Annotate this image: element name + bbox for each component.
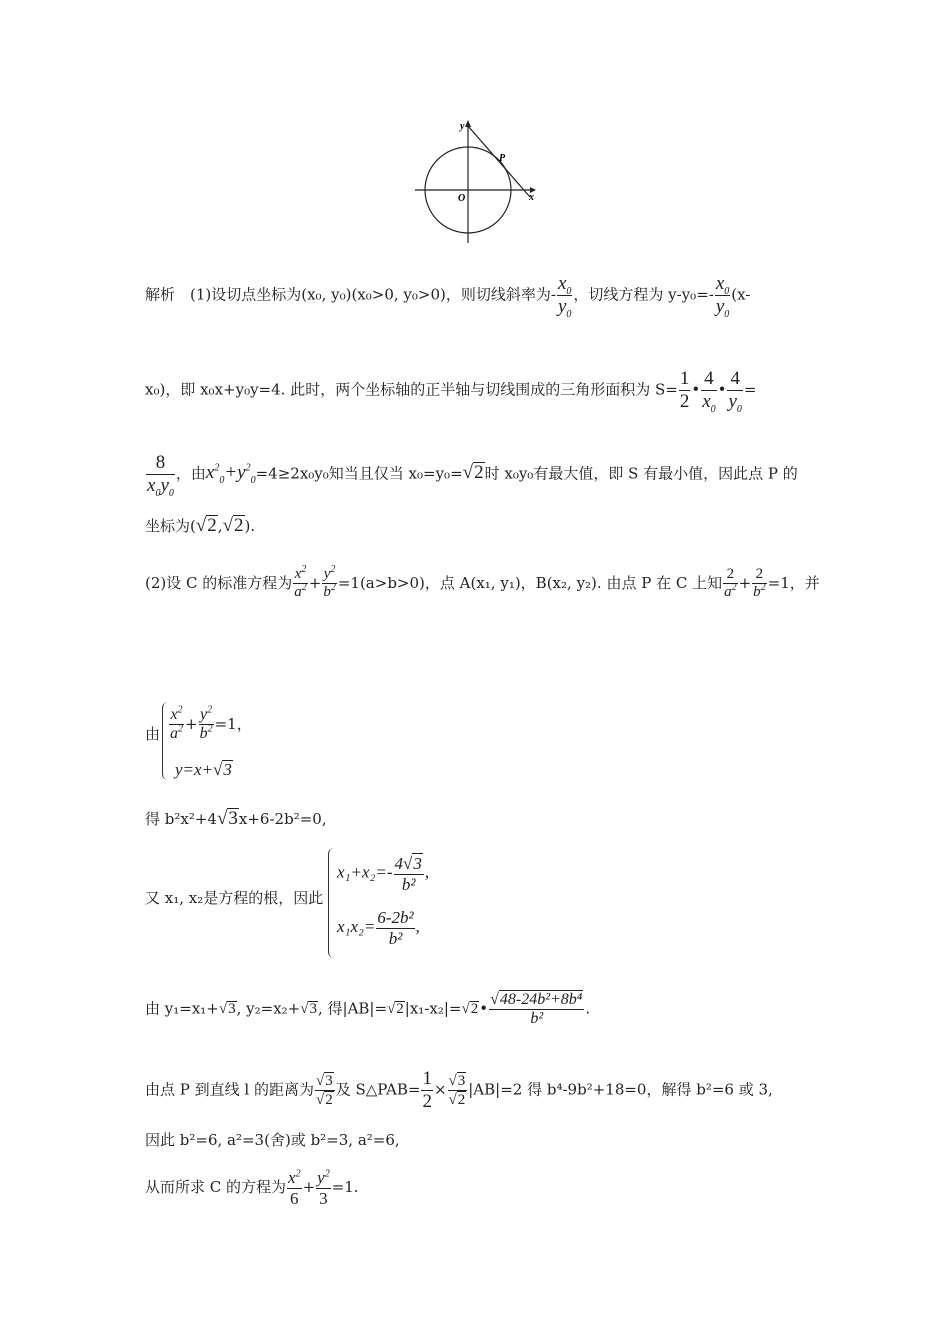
distance-line: 由点 P 到直线 l 的距离为 $\frac{√3}{√2}$ 及 S△PAB= $\frac{1}{2}$ × $\frac{√3}{√2}$ |AB|=2 得 b⁴-9b²+18=0，解得 b²=6 或 3, [145,1068,773,1112]
p1-line4: 坐标为(√2,√2). [145,515,256,536]
ab-line: 由 y₁=x₁+√3, y₂=x₂+√3, 得|AB|=√2|x₁-x₂|=√2• $\frac{\text{√48-24b²+8b⁴}}{\text{b²}}$ . [145,991,591,1028]
p-on-c-x: $\frac{2}{a^2}$ [724,566,737,601]
p1-l1-text-b: ，切线方程为 y-y₀=- [573,285,714,304]
system-1-eq1: $\frac{x^2}{a^2}$ + $\frac{y^2}{b^2}$ =1， [170,704,252,743]
label-o: O [458,193,466,204]
half-fraction: $\frac{1}{2}$ [679,368,690,412]
roots-label: 又 x₁, x₂是方程的根，因此 [145,889,324,907]
final-line: 从而所求 C 的方程为 $\frac{x^2}{6}$ + $\frac{y^2}{3}$ =1. [145,1168,359,1208]
p1-line3: $\frac{8}{x_0y_0}$ ，由$x^2_0+y^2_0=4\ge 2x_0y_0$知当且仅当 x₀=y₀=√2时 x₀y₀有最大值，即 S 有最小值，因此点 P 的 [147,452,798,499]
p1-line2: x₀)，即 x₀x+y₀y=4. 此时，两个坐标轴的正半轴与切线围成的三角形面积为 S= $\frac{1}{2}$ • $\frac{4}{x_0}$ • $\frac{4}{y_0}$ = [145,368,757,415]
system-1-label: 由 [145,725,161,743]
eight-fraction: $\frac{8}{x_0y_0}$ [147,452,174,499]
four-over-x0: $\frac{4}{x_0}$ [702,368,716,415]
system-2-brace [328,848,335,958]
p-on-c-y: $\frac{2}{b^2}$ [753,566,766,601]
label-p: P [499,153,506,164]
tangent-fraction: $\frac{x_0}{y_0}$ [715,273,730,320]
sum-squares: $x^2_0+y^2_0$ [205,462,256,487]
circle-tangent-figure [405,115,545,250]
label-y: y [460,121,465,132]
system-2-eq1: x₁+x₂=- $\frac{4√3}{\text{b²}}$ , [337,854,430,894]
p2-line1: (2)设 C 的标准方程为 $\frac{x^2}{a^2}$ + $\frac{y^2}{b^2}$ =1(a>b>0)，点 A(x₁, y₁)，B(x₂, y₂). 由点 P 在 C 上知 $\frac{2}{a^2}$ + $\frac{2}{b^2}$ =1，并 [145,564,820,601]
y-arrow [465,120,471,127]
system-2-eq2: x₁x₂= $\frac{\text{6-2b²}}{\text{b²}}$ , [337,908,420,948]
p1-l1-text-a: 解析 (1)设切点坐标为(x₀, y₀)(x₀>0, y₀>0)，则切线斜率为- [145,285,556,304]
system-1-eq2: y=x+√3 [175,760,232,779]
ellipse-x-term: $\frac{x^2}{a^2}$ [294,564,307,601]
p1-line1 [145,273,750,318]
p1-l2-text: x₀)，即 x₀x+y₀y=4. 此时，两个坐标轴的正半轴与切线围成的三角形面积为 S= [145,380,678,399]
slope-fraction: $\frac{x_0}{y_0}$ [557,273,572,320]
so-line: 因此 b²=6, a²=3(舍)或 b²=3, a²=6, [145,1131,400,1149]
label-x: x [529,192,534,203]
p1-l1-text-c: (x- [731,285,751,304]
four-over-y0: $\frac{4}{y_0}$ [728,368,742,415]
ellipse-y-term: $\frac{y^2}{b^2}$ [323,564,336,601]
quadratic-line: 得 b²x²+4√3x+6-2b²=0, [145,808,327,829]
